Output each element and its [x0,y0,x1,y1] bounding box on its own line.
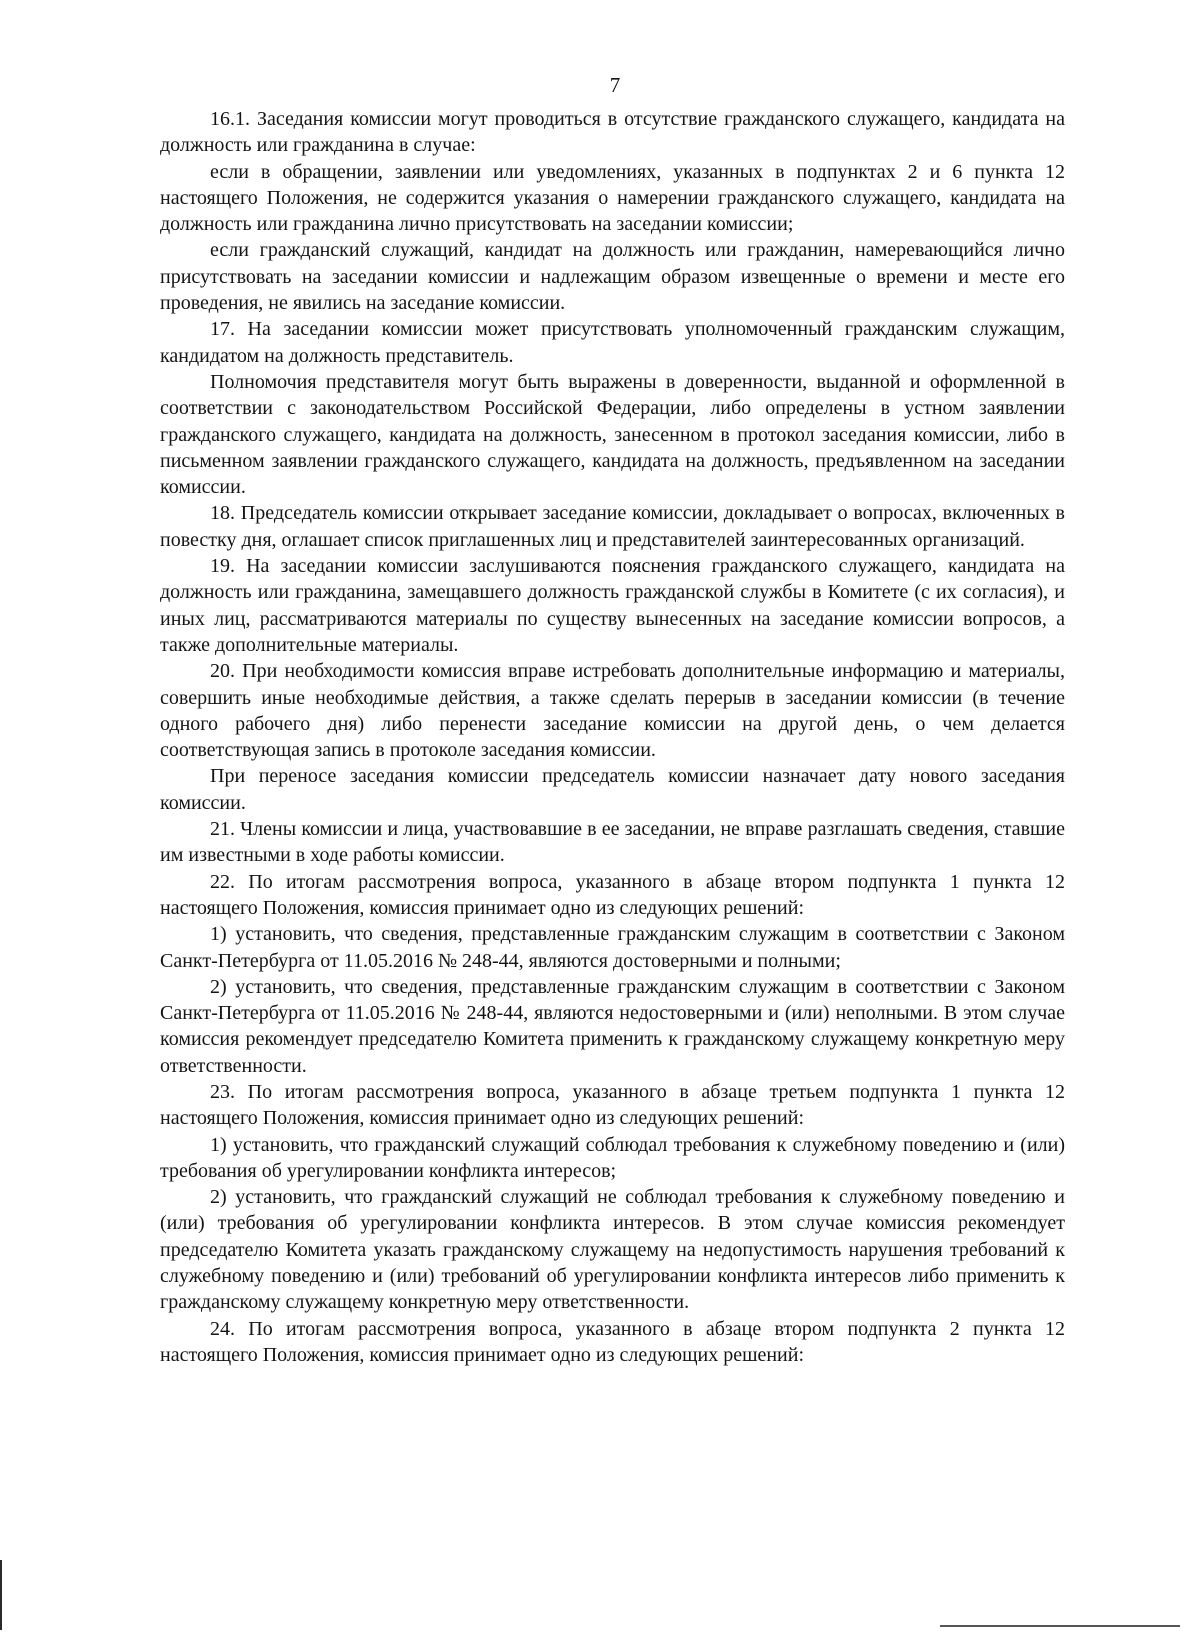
paragraph-16-1-case-1: если в обращении, заявлении или уведомлениях, указанных в подпунктах 2 и 6 пункта 12 настоящего Положения, не содержится указания о намерении гражданского служащего, кандидата на должность или гражданина лично присутствовать на заседании комиссии; [160,160,1065,236]
document-body [160,106,1065,1368]
paragraph-22-decision-2: 2) установить, что сведения, представленные гражданским служащим в соответствии с Законом Санкт-Петербурга от 11.05.2016 № 248-44, являются недостоверными и (или) неполными. В этом случае комиссия рекомендует председателю Комитета применить к гражданскому служащему конкретную меру ответственности. [160,975,1065,1077]
paragraph-22-decision-1: 1) установить, что сведения, представленные гражданским служащим в соответствии с Законом Санкт-Петербурга от 11.05.2016 № 248-44, являются достоверными и полными; [160,923,1065,972]
paragraph-22: 22. По итогам рассмотрения вопроса, указанного в абзаце втором подпункта 1 пункта 12 настоящего Положения, комиссия принимает одно из следующих решений: [160,870,1065,919]
scan-edge-mark [0,1560,2,1630]
paragraph-19: 19. На заседании комиссии заслушиваются пояснения гражданского служащего, кандидата на должность или гражданина, замещавшего должность гражданской службы в Комитете (с их согласия), и иных лиц, рассматриваются материалы по существу вынесенных на заседание комиссии вопросов, а также дополнительные материалы. [160,555,1065,656]
paragraph-16-1-case-2: если гражданский служащий, кандидат на должность или гражданин, намеревающийся лично присутствовать на заседании комиссии и надлежащим образом извещенные о времени и месте его проведения, не явились на заседание комиссии. [160,239,1065,315]
paragraph-23-decision-2: 2) установить, что гражданский служащий не соблюдал требования к служебному поведению и (или) требования об урегулировании конфликта интересов. В этом случае комиссия рекомендует председателю Комитета указать гражданскому служащему на недопустимость нарушения требований к служебному поведению и (или) требований об урегулировании конфликта интересов либо применить к гражданскому служащему конкретную меру ответственности. [160,1186,1065,1314]
paragraph-23: 23. По итогам рассмотрения вопроса, указанного в абзаце третьем подпункта 1 пункта 12 настоящего Положения, комиссия принимает одно из следующих решений: [160,1080,1065,1130]
paragraph-18: 18. Председатель комиссии открывает заседание комиссии, докладывает о вопросах, включенных в повестку дня, оглашает список приглашенных лиц и представителей заинтересованных организаций. [160,502,1065,551]
paragraph-17-representative-powers: Полномочия представителя могут быть выражены в доверенности, выданной и оформленной в соответствии с законодательством Российской Федерации, либо определены в устном заявлении гражданского служащего, кандидата на должность, занесенном в протокол заседания комиссии, либо в письменном заявлении гражданского служащего, кандидата на должность, предъявленном на заседании комиссии. [160,370,1065,499]
paragraph-24: 24. По итогам рассмотрения вопроса, указанного в абзаце втором подпункта 2 пункта 12 настоящего Положения, комиссия принимает одно из следующих решений: [160,1317,1065,1366]
page-number: 7 [609,73,621,97]
paragraph-23-decision-1: 1) установить, что гражданский служащий соблюдал требования к служебному поведению и (или) требования об урегулировании конфликта интересов; [160,1133,1065,1182]
paragraph-21: 21. Члены комиссии и лица, участвовавшие в ее заседании, не вправе разглашать сведения, ставшие им известными в ходе работы комиссии. [160,818,1065,867]
paragraph-17: 17. На заседании комиссии может присутствовать уполномоченный гражданским служащим, кандидатом на должность представитель. [160,318,1065,367]
paragraph-20-rescheduling: При переносе заседания комиссии председатель комиссии назначает дату нового заседания комиссии. [160,765,1065,814]
paragraph-16-1: 16.1. Заседания комиссии могут проводиться в отсутствие гражданского служащего, кандидата на должность или гражданина в случае: [160,108,1065,157]
paragraph-20: 20. При необходимости комиссия вправе истребовать дополнительные информацию и материалы, совершить иные необходимые действия, а также сделать перерыв в заседании комиссии (в течение одного рабочего дня) либо перенести заседание комиссии на другой день, о чем делается соответствующая запись в протоколе заседания комиссии. [160,660,1065,762]
scan-edge-line [940,1625,1180,1627]
